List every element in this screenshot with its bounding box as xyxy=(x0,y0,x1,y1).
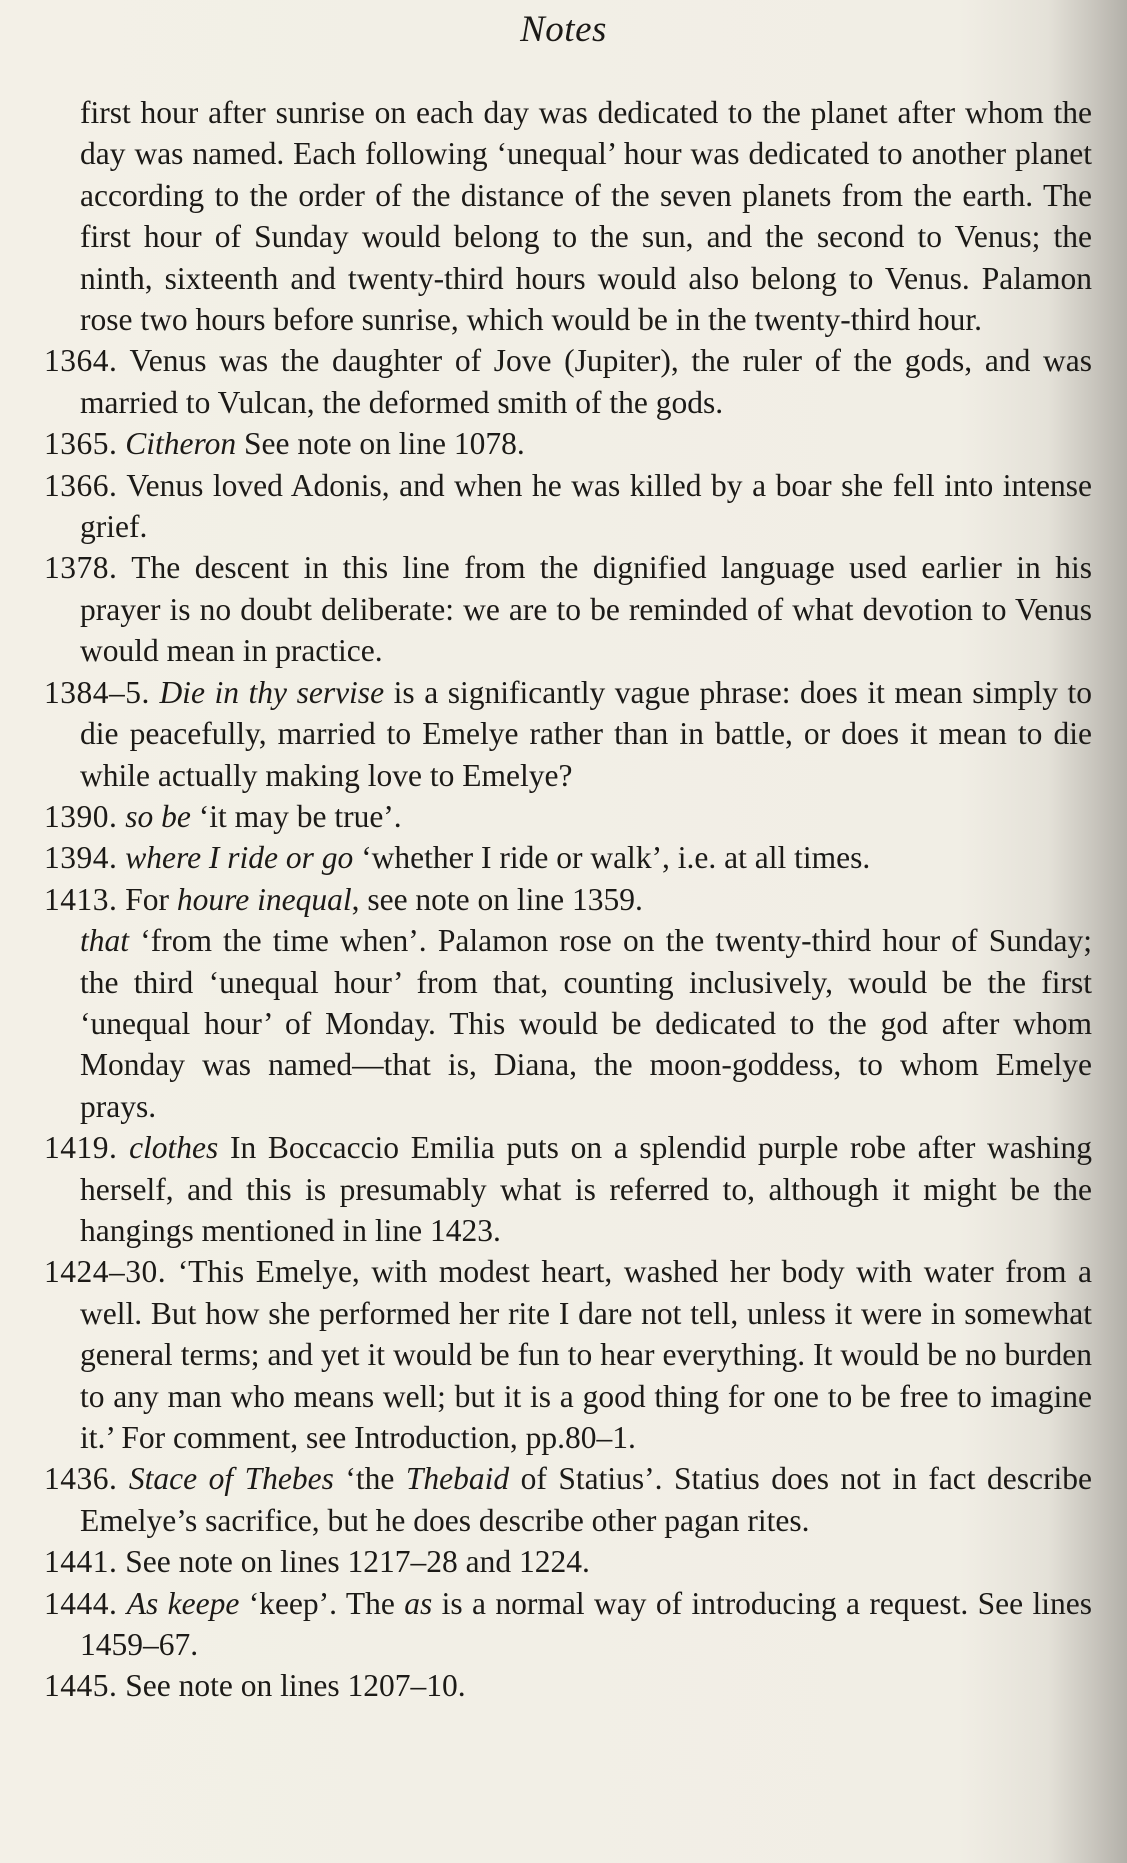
line-number: 1413. xyxy=(44,881,118,917)
note-entry xyxy=(0,672,1127,796)
line-number: 1365. xyxy=(44,426,118,462)
italic-phrase: Citheron xyxy=(125,426,237,462)
note-text: of Statius’. Statius does not in fact describe Emelye’s sacrifice, but he does describe other pagan rites. xyxy=(80,1461,1092,1538)
line-number: 1445. xyxy=(44,1668,118,1704)
line-number: 1419. xyxy=(44,1130,118,1166)
line-number: 1424–30. xyxy=(44,1254,167,1290)
line-number: 1394. xyxy=(44,840,118,876)
note-text: ‘from the time when’. Palamon rose on the twenty-third hour of Sunday; the third ‘unequal hour’ from that, counting inclusively, would be the first ‘unequal hour’ of Monday. This would be dedicated to the god after whom Monday was named—that is, Diana, the moon-goddess, to whom Emelye prays. xyxy=(80,923,1092,1124)
italic-phrase: so be xyxy=(125,798,191,834)
note-text: Venus loved Adonis, and when he was killed by a boar she fell into intense grief. xyxy=(80,467,1092,545)
note-text: ‘the xyxy=(333,1461,406,1497)
italic-phrase: houre inequal xyxy=(176,881,352,917)
note-text: ‘keep’. The xyxy=(239,1585,405,1621)
line-number: 1436. xyxy=(44,1461,118,1497)
line-number: 1444. xyxy=(44,1585,118,1621)
note-entry xyxy=(0,837,1127,878)
line-number: 1364. xyxy=(44,343,118,379)
line-number: 1390. xyxy=(44,798,118,834)
note-text: ‘This Emelye, with modest heart, washed her body with water from a well. But how she performed her rite I dare not tell, unless it were in somewhat general terms; and yet it would be fun to hear everything. It would be no burden to any man who means well; but it is a good thing for one to be free to imagine it.’ For comment, see Introduction, pp.80–1. xyxy=(80,1254,1092,1455)
note-entry xyxy=(0,423,1127,464)
note-text: In Boccaccio Emilia puts on a splendid purple robe after washing herself, and this is presumably what is referred to, although it might be the hangings mentioned in line 1423. xyxy=(80,1130,1093,1248)
note-entry xyxy=(0,1665,1127,1706)
note-entry xyxy=(0,1458,1127,1541)
running-header xyxy=(0,8,1127,51)
note-continuation xyxy=(0,92,1127,340)
note-entry xyxy=(0,1541,1127,1582)
note-entry xyxy=(0,340,1127,423)
note-text: , see note on line 1359. xyxy=(351,881,643,917)
note-text: is a normal way of introducing a request. See lines 1459–67. xyxy=(80,1585,1092,1663)
italic-phrase: that xyxy=(80,923,130,959)
note-text: ‘it may be true’. xyxy=(190,798,402,834)
note-text: first hour after sunrise on each day was dedicated to the planet after whom the day was named. Each following ‘unequal’ hour was dedicated to another planet according to the order of the distance of the seven planets from the earth. The first hour of Sunday would belong to the sun, and the second to Venus; the ninth, sixteenth and twenty-third hours would also belong to Venus. Palamon rose two hours before sunrise, which would be in the twenty-third hour. xyxy=(80,95,1092,338)
note-text: Venus was the daughter of Jove (Jupiter), the ruler of the gods, and was married to Vulcan, the deformed smith of the gods. xyxy=(80,343,1092,420)
italic-phrase: clothes xyxy=(129,1130,219,1166)
italic-phrase: Stace of Thebes xyxy=(128,1461,334,1497)
note-continuation xyxy=(0,920,1127,1127)
italic-phrase: where I ride or go xyxy=(125,840,354,876)
italic-phrase: Die in thy servise xyxy=(159,674,385,710)
note-text: The descent in this line from the dignified language used earlier in his prayer is no doubt deliberate: we are to be reminded of what devotion to Venus would mean in practice. xyxy=(80,550,1092,669)
note-entry xyxy=(0,796,1127,837)
notes-list xyxy=(0,92,1127,1707)
page-title: Notes xyxy=(520,9,607,50)
note-entry xyxy=(0,1127,1127,1251)
note-entry xyxy=(0,1251,1127,1458)
line-number: 1366. xyxy=(44,467,118,503)
line-number: 1441. xyxy=(44,1544,118,1580)
note-text: See note on lines 1207–10. xyxy=(125,1668,466,1704)
note-text: is a significantly vague phrase: does it mean simply to die peacefully, married to Emelye rather than in battle, or does it mean to die while actually making love to Emelye? xyxy=(80,674,1093,793)
note-entry xyxy=(0,465,1127,548)
note-entry xyxy=(0,879,1127,920)
note-text: For xyxy=(125,881,177,917)
italic-phrase: As keepe xyxy=(126,1585,240,1621)
note-entry xyxy=(0,547,1127,671)
note-text: See note on lines 1217–28 and 1224. xyxy=(125,1544,590,1580)
italic-phrase: Thebaid xyxy=(405,1461,510,1497)
line-number: 1378. xyxy=(44,550,118,586)
line-number: 1384–5. xyxy=(44,674,150,710)
note-entry xyxy=(0,1583,1127,1666)
italic-phrase: as xyxy=(404,1585,433,1621)
note-text: See note on line 1078. xyxy=(236,426,525,462)
note-text: ‘whether I ride or walk’, i.e. at all times. xyxy=(353,840,871,876)
